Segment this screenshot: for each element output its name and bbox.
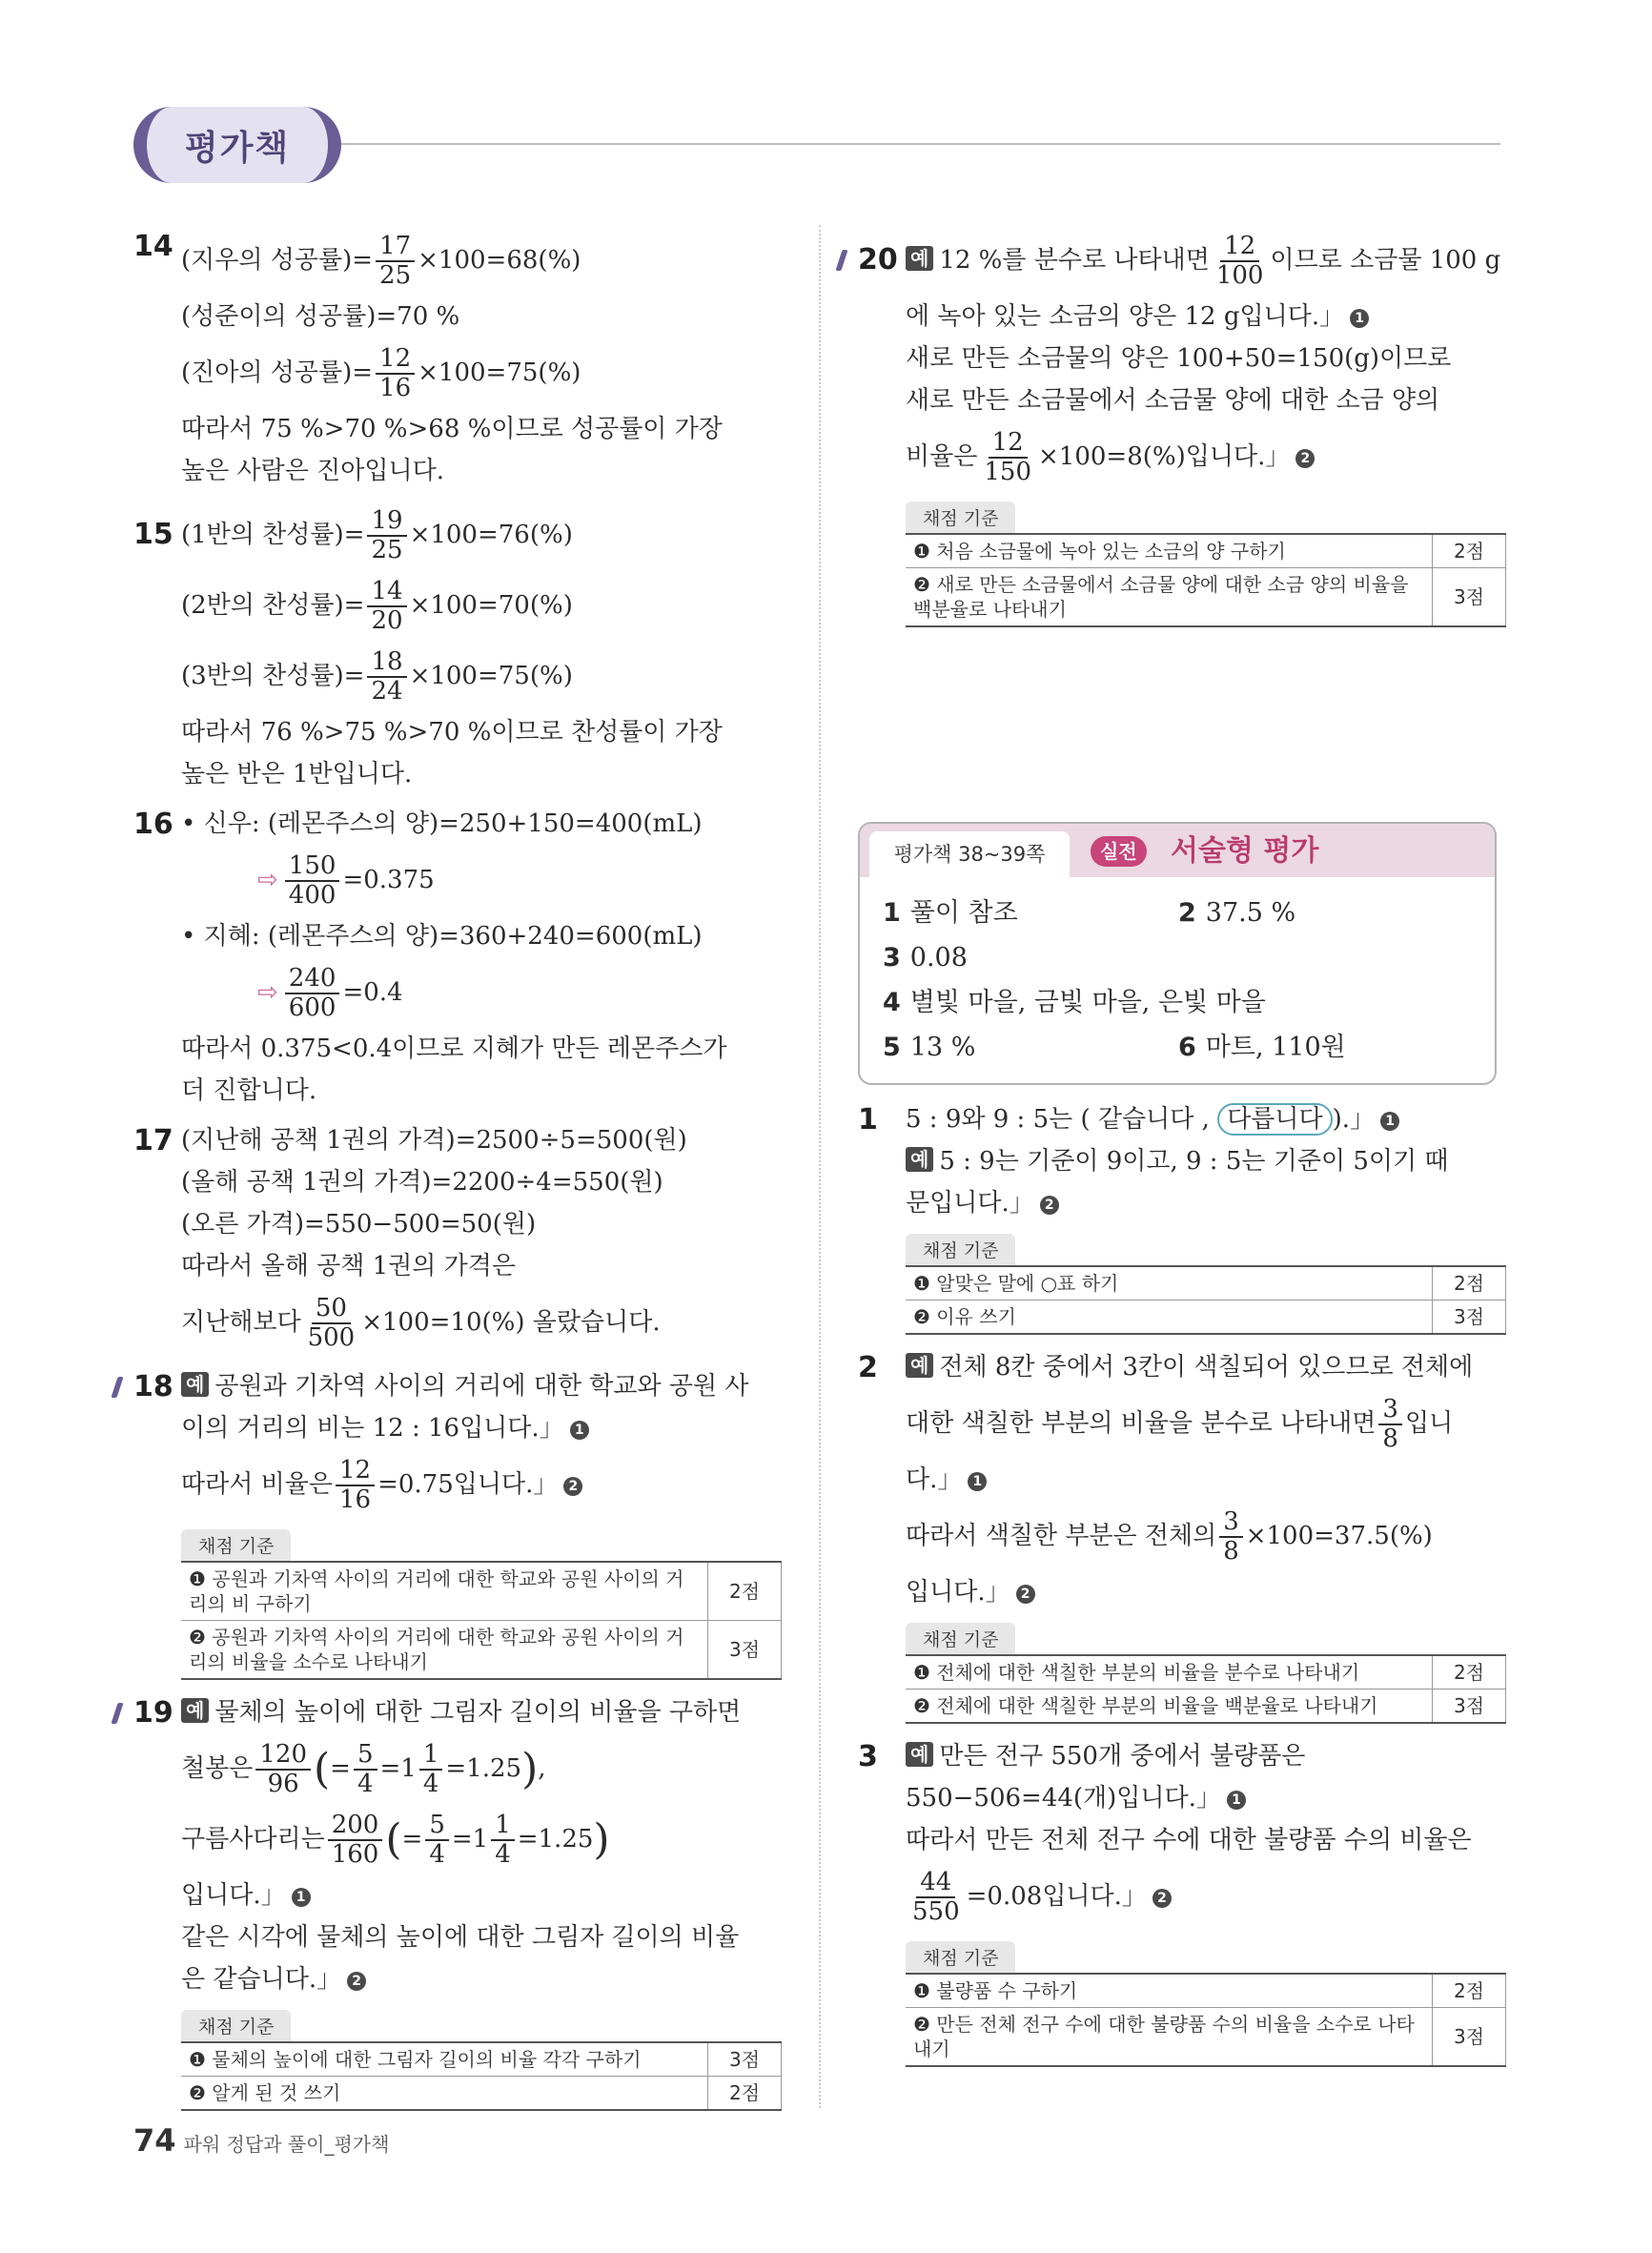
criteria-points: 3점 (708, 1621, 782, 1680)
denominator: 20 (371, 606, 403, 635)
solution-line: 따라서 만든 전체 전구 수에 대한 불량품 수의 비율은 (906, 1826, 1472, 1854)
solution-line (181, 338, 782, 408)
criteria-points: 2점 (1433, 1266, 1506, 1301)
criteria-text: ❶ 처음 소금물에 녹아 있는 소금의 양 구하기 (906, 534, 1433, 568)
criteria-text: ❷ 전체에 대한 색칠한 부분의 비율을 백분율로 나타내기 (906, 1690, 1433, 1724)
solution-line (906, 1735, 1506, 1777)
fraction (908, 1869, 964, 1925)
header-badge-label: 평가책 (184, 128, 291, 168)
answer-3 (858, 1735, 1506, 2067)
criteria-text: ❷ 만든 전체 전구 수에 대한 불량품 수의 비율을 소수로 나타내기 (906, 2008, 1433, 2067)
criteria-points: 3점 (1433, 568, 1506, 627)
text: 만든 전구 550개 중에서 불량품은 (939, 1742, 1306, 1771)
text: (지우의 성공률)= (181, 246, 374, 275)
criteria-tag: 채점 기준 (906, 1941, 1015, 1973)
example-badge: 예 (906, 1742, 933, 1767)
denominator: 16 (379, 374, 412, 402)
answer-number: 5 (883, 1033, 901, 1062)
numerator: 12 (336, 1457, 375, 1486)
numerator: 240 (285, 965, 340, 994)
answer-cell (1178, 1025, 1346, 1070)
solution-line: 같은 시각에 물체의 높이에 대한 그림자 길이의 비율 (181, 1923, 740, 1952)
answer-value: 별빛 마을, 금빛 마을, 은빛 마을 (909, 988, 1266, 1017)
answer-value: 0.08 (909, 943, 968, 973)
fraction (285, 965, 340, 1021)
answer-value: 37.5 % (1205, 898, 1296, 928)
text: =0.75입니다.」 (377, 1470, 559, 1499)
problem-16 (133, 803, 782, 1112)
criteria-text: ❶ 전체에 대한 색칠한 부분의 비율을 분수로 나타내기 (906, 1655, 1433, 1690)
solution-line (906, 1501, 1506, 1571)
left-column (133, 225, 782, 2122)
text: 따라서 비율은 (181, 1470, 333, 1499)
criteria-text: ❷ 알게 된 것 쓰기 (181, 2077, 708, 2111)
criteria-points: 2점 (1433, 1655, 1506, 1690)
paren: ( (314, 1745, 331, 1793)
denominator: 96 (267, 1770, 299, 1798)
text: ×100=75(%) (409, 662, 573, 690)
problem-number: 19 (133, 1691, 173, 1735)
example-badge: 예 (181, 1372, 209, 1397)
page-number: 74 (133, 2122, 176, 2159)
list-item (883, 1025, 1472, 1070)
text: (3반의 찬성률)= (181, 662, 365, 690)
numerator: 5 (354, 1741, 377, 1771)
step-marker-icon: 2 (1040, 1196, 1059, 1215)
criteria-text: ❷ 이유 쓰기 (906, 1301, 1433, 1335)
text: 지난해보다 (181, 1308, 301, 1337)
numerator: 5 (425, 1812, 449, 1841)
criteria-tag: 채점 기준 (906, 1234, 1015, 1265)
problem-number: 1 (858, 1103, 878, 1137)
solution-line (181, 1691, 782, 1733)
text: 다.」 (906, 1465, 963, 1494)
problem-number: 17 (133, 1124, 173, 1157)
scoring-criteria (181, 2010, 782, 2111)
step-marker-icon: 2 (1016, 1585, 1035, 1604)
numerator: 50 (312, 1295, 351, 1324)
step-marker-icon: 2 (347, 1972, 366, 1991)
scoring-criteria (906, 1941, 1506, 2067)
arrow-icon: ⇨ (257, 866, 278, 894)
text: 입니다.」 (906, 1578, 1010, 1607)
criteria-table (181, 1561, 782, 1680)
table-row (906, 568, 1506, 627)
text: ).」 (1332, 1105, 1376, 1134)
criteria-table (906, 533, 1506, 627)
list-item (883, 891, 1472, 935)
example-badge: 예 (906, 246, 933, 271)
answer-number: 2 (1178, 898, 1196, 928)
table-row (181, 2042, 782, 2077)
text: 은 같습니다.」 (181, 1965, 342, 1994)
fraction (255, 1741, 311, 1797)
text: 공원과 기차역 사이의 거리에 대한 학교와 공원 사 (214, 1372, 749, 1401)
problem-18 (133, 1365, 782, 1680)
solution-line (181, 225, 782, 296)
text: =0.375 (342, 866, 435, 894)
denominator: 4 (429, 1840, 445, 1869)
solution-line (181, 845, 782, 915)
answer-summary-box (858, 822, 1497, 1085)
numerator: 3 (1378, 1396, 1402, 1425)
fraction (491, 1812, 515, 1868)
solution-line: 새로 만든 소금물에서 소금물 양에 대한 소금 양의 (906, 386, 1440, 415)
list-item (883, 980, 1472, 1025)
solution-line (906, 1140, 1506, 1182)
fraction (354, 1741, 377, 1797)
problem-number: 15 (133, 518, 173, 551)
fraction (328, 1812, 383, 1868)
page-range-tab: 평가책 38~39쪽 (869, 831, 1070, 877)
problem-number: 20 (858, 238, 898, 282)
solution-line (906, 225, 1506, 296)
solution-line: (오른 가격)=550−500=50(원) (181, 1210, 537, 1239)
numerator: 1 (491, 1812, 515, 1841)
text: 비율은 (906, 442, 978, 471)
arrow-icon: ⇨ (257, 978, 278, 1007)
step-marker-icon: 1 (1380, 1112, 1399, 1131)
paren: ( (385, 1815, 402, 1864)
step-marker-icon: 2 (1152, 1889, 1172, 1908)
solution-line (181, 1407, 782, 1449)
criteria-tag: 채점 기준 (906, 1623, 1015, 1654)
paren: ) (521, 1745, 539, 1793)
step-marker-icon: 2 (1295, 449, 1315, 468)
solution-line (181, 1287, 782, 1358)
solution-line (906, 1098, 1506, 1140)
solution-line (181, 1449, 782, 1520)
text: 전체 8칸 중에서 3칸이 색칠되어 있으므로 전체에 (939, 1353, 1474, 1382)
solution-line (181, 641, 782, 711)
solution-line: 새로 만든 소금물의 양은 100+50=150(g)이므로 (906, 344, 1452, 373)
solution-line: 따라서 0.375<0.4이므로 지혜가 만든 레몬주스가 (181, 1034, 727, 1063)
problem-number: 16 (133, 808, 173, 841)
text: 에 녹아 있는 소금의 양은 12 g입니다.」 (906, 302, 1345, 331)
numerator: 1 (419, 1741, 443, 1771)
text: 550−506=44(개)입니다.」 (906, 1784, 1221, 1813)
fraction (304, 1295, 359, 1351)
fraction (1213, 233, 1268, 289)
criteria-table (181, 2041, 782, 2111)
denominator: 150 (984, 458, 1031, 486)
answer-value: 13 % (909, 1033, 976, 1062)
criteria-tag: 채점 기준 (181, 2010, 291, 2041)
text: (1반의 찬성률)= (181, 521, 365, 549)
solution-line (906, 1861, 1506, 1932)
step-marker-icon: 1 (292, 1888, 311, 1907)
page-footer (133, 2122, 389, 2159)
problem-number: 3 (858, 1740, 878, 1773)
criteria-text: ❶ 물체의 높이에 대한 그림자 길이의 비율 각각 구하기 (181, 2042, 708, 2077)
right-column-bottom (858, 1098, 1506, 2079)
text: 대한 색칠한 부분의 비율을 분수로 나타내면 (906, 1409, 1377, 1438)
criteria-table (906, 1265, 1506, 1335)
problem-14 (133, 225, 782, 492)
numerator: 17 (376, 233, 415, 262)
answer-number: 3 (883, 943, 901, 973)
text: ×100=76(%) (409, 521, 573, 549)
answer-box-header (860, 824, 1495, 877)
solution-line: 따라서 76 %>75 %>70 %이므로 찬성률이 가장 (181, 718, 723, 747)
solution-line: 따라서 올해 공책 1권의 가격은 (181, 1252, 516, 1280)
criteria-tag: 채점 기준 (181, 1529, 291, 1561)
solution-line: 높은 반은 1반입니다. (181, 760, 413, 789)
denominator: 4 (495, 1840, 511, 1869)
solution-line (181, 570, 782, 641)
problem-20 (858, 225, 1506, 627)
fraction (336, 1457, 375, 1513)
example-badge: 예 (906, 1147, 933, 1172)
denominator: 25 (371, 536, 403, 564)
criteria-points: 2점 (708, 2077, 782, 2111)
text: =1.25 (445, 1754, 522, 1783)
answer-list (860, 877, 1495, 1083)
table-row (181, 1562, 782, 1621)
table-row (906, 1266, 1506, 1301)
paren: ) (593, 1815, 610, 1864)
answer-number: 1 (883, 898, 901, 928)
text: 입니 (1404, 1409, 1454, 1438)
solution-line: 따라서 75 %>70 %>68 %이므로 성공률이 가장 (181, 415, 723, 443)
criteria-text: ❷ 새로 만든 소금물에서 소금물 양에 대한 소금 양의 비율을 백분율로 나타내기 (906, 568, 1433, 627)
solution-line: 높은 사람은 진아입니다. (181, 457, 444, 485)
solution-line: (지난해 공책 1권의 가격)=2500÷5=500(원) (181, 1126, 687, 1155)
numerator: 12 (1220, 233, 1259, 262)
table-row (906, 1690, 1506, 1724)
circled-answer: 다릅니다 (1217, 1103, 1332, 1136)
criteria-points: 3점 (1433, 1690, 1506, 1724)
answer-1 (858, 1098, 1506, 1335)
text: ×100=37.5(%) (1245, 1522, 1433, 1550)
example-badge: 예 (906, 1353, 933, 1378)
table-row (906, 1974, 1506, 2008)
fraction (419, 1741, 443, 1797)
text: (2반의 찬성률)= (181, 591, 365, 620)
text: 이므로 소금물 100 g (1270, 246, 1501, 275)
text: 12 %를 분수로 나타내면 (939, 246, 1210, 275)
solution-line (181, 1874, 782, 1916)
table-row (181, 2077, 782, 2111)
solution-line: (올해 공책 1권의 가격)=2200÷4=550(원) (181, 1168, 663, 1197)
solution-line (181, 1958, 782, 2000)
denominator: 16 (338, 1485, 372, 1514)
numerator: 19 (367, 507, 406, 537)
fraction (376, 345, 415, 401)
text: ×100=75(%) (418, 358, 581, 387)
step-marker-icon: 1 (570, 1421, 589, 1440)
solution-line (181, 500, 782, 570)
solution-line (906, 1459, 1506, 1501)
text: = (401, 1825, 423, 1854)
text: ×100=10(%) 올랐습니다. (361, 1308, 661, 1337)
numerator: 200 (328, 1812, 383, 1841)
text: ×100=8(%)입니다.」 (1038, 442, 1291, 471)
criteria-text: ❶ 불량품 수 구하기 (906, 1974, 1433, 2008)
fraction (367, 648, 406, 705)
right-column-top (858, 225, 1506, 639)
table-row (906, 2008, 1506, 2067)
numerator: 14 (367, 578, 406, 607)
answer-value: 마트, 110원 (1205, 1033, 1346, 1062)
section-tag: 실전 (1091, 836, 1147, 867)
step-marker-icon: 1 (1350, 309, 1369, 328)
text: = (330, 1754, 351, 1783)
solution-line: (성준이의 성공률)=70 % (181, 302, 460, 331)
solution-line: • 지혜: (레몬주스의 양)=360+240=600(mL) (181, 922, 703, 951)
fraction (425, 1812, 449, 1868)
answer-2 (858, 1346, 1506, 1724)
text: =1.25 (517, 1825, 594, 1854)
answer-number: 6 (1178, 1033, 1196, 1062)
section-title: 서술형 평가 (1171, 834, 1319, 868)
denominator: 8 (1382, 1424, 1398, 1453)
fraction (1219, 1508, 1243, 1565)
text: 이의 거리의 비는 12 : 16입니다.」 (181, 1414, 564, 1443)
step-marker-icon: 1 (968, 1472, 987, 1491)
text: 철봉은 (181, 1754, 254, 1783)
table-row (906, 534, 1506, 568)
numerator: 150 (285, 852, 340, 882)
solution-line (906, 421, 1506, 492)
scoring-criteria (906, 1623, 1506, 1724)
fraction (367, 507, 406, 563)
solution-line (906, 1571, 1506, 1613)
text: 입니다.」 (181, 1881, 286, 1910)
list-item (883, 935, 1472, 980)
solution-line (906, 1388, 1506, 1459)
fraction (367, 578, 406, 634)
text: 구름사다리는 (181, 1825, 325, 1854)
problem-number: 18 (133, 1365, 173, 1409)
scoring-criteria (906, 1234, 1506, 1335)
text: 5 : 9와 9 : 5는 ( 같습니다 , (906, 1105, 1210, 1134)
fraction (1378, 1396, 1402, 1452)
numerator: 3 (1219, 1508, 1243, 1538)
table-row (906, 1655, 1506, 1690)
text: 물체의 높이에 대한 그림자 길이의 비율을 구하면 (214, 1698, 742, 1727)
criteria-points: 3점 (1433, 1301, 1506, 1335)
fraction (285, 852, 340, 909)
text: 문입니다.」 (906, 1189, 1034, 1218)
solution-line (181, 1804, 782, 1874)
problem-15 (133, 500, 782, 795)
text: =0.4 (342, 978, 403, 1007)
solution-line: 더 진합니다. (181, 1076, 317, 1105)
text: =0.08입니다.」 (966, 1882, 1147, 1911)
answer-cell (1178, 891, 1295, 935)
denominator: 24 (371, 677, 403, 706)
text: ×100=70(%) (409, 591, 573, 620)
criteria-text: ❶ 공원과 기차역 사이의 거리에 대한 학교와 공원 사이의 거리의 비 구하기 (181, 1562, 708, 1621)
denominator: 500 (307, 1323, 356, 1352)
header-rule (341, 143, 1500, 145)
text: (진아의 성공률)= (181, 358, 374, 387)
step-marker-icon: 1 (1227, 1791, 1246, 1810)
example-badge: 예 (181, 1698, 209, 1723)
denominator: 25 (379, 261, 412, 290)
criteria-text: ❷ 공원과 기차역 사이의 거리에 대한 학교와 공원 사이의 거리의 비율을 소수로 나타내기 (181, 1621, 708, 1680)
criteria-table (906, 1973, 1506, 2067)
criteria-points: 2점 (1433, 534, 1506, 568)
solution-line (906, 1346, 1506, 1388)
answer-number: 4 (883, 988, 901, 1017)
criteria-points: 2점 (1433, 1974, 1506, 2008)
text: ×100=68(%) (418, 246, 581, 275)
fraction (980, 429, 1035, 485)
denominator: 400 (288, 881, 337, 910)
solution-line (906, 1777, 1506, 1819)
text: =1 (451, 1825, 489, 1854)
solution-line (906, 296, 1506, 338)
text: 따라서 색칠한 부분은 전체의 (906, 1522, 1217, 1550)
numerator: 12 (989, 429, 1028, 459)
scoring-criteria (181, 1529, 782, 1680)
step-marker-icon: 2 (563, 1477, 582, 1496)
criteria-points: 2점 (708, 1562, 782, 1621)
solution-line: • 신우: (레몬주스의 양)=250+150=400(mL) (181, 809, 703, 838)
answer-value: 풀이 참조 (909, 898, 1018, 928)
criteria-table (906, 1654, 1506, 1724)
solution-line (181, 1733, 782, 1804)
text: 5 : 9는 기준이 9이고, 9 : 5는 기준이 5이기 때 (939, 1147, 1449, 1176)
column-divider (819, 225, 821, 2108)
text: , (538, 1754, 546, 1783)
footer-text: 파워 정답과 풀이_평가책 (183, 2133, 390, 2156)
table-row (906, 1301, 1506, 1335)
criteria-tag: 채점 기준 (906, 502, 1015, 533)
solution-line (181, 957, 782, 1028)
problem-19 (133, 1691, 782, 2111)
denominator: 600 (288, 993, 337, 1022)
solution-line (906, 1182, 1506, 1224)
solution-line (181, 1365, 782, 1407)
table-row (181, 1621, 782, 1680)
criteria-points: 3점 (708, 2042, 782, 2077)
denominator: 160 (331, 1840, 379, 1869)
criteria-points: 3점 (1433, 2008, 1506, 2067)
problem-number: 2 (858, 1351, 878, 1384)
denominator: 100 (1215, 261, 1264, 290)
criteria-text: ❶ 알맞은 말에 ○표 하기 (906, 1266, 1433, 1301)
denominator: 4 (357, 1770, 374, 1798)
denominator: 550 (912, 1897, 960, 1926)
numerator: 120 (255, 1741, 311, 1771)
text: =1 (379, 1754, 417, 1783)
problem-17 (133, 1119, 782, 1358)
fraction (376, 233, 415, 289)
problem-number: 14 (133, 230, 173, 263)
scoring-criteria (906, 502, 1506, 627)
header-badge (133, 107, 341, 183)
numerator: 12 (376, 345, 415, 375)
numerator: 18 (367, 648, 406, 678)
numerator: 44 (916, 1869, 955, 1898)
denominator: 8 (1223, 1537, 1239, 1566)
denominator: 4 (422, 1770, 439, 1798)
